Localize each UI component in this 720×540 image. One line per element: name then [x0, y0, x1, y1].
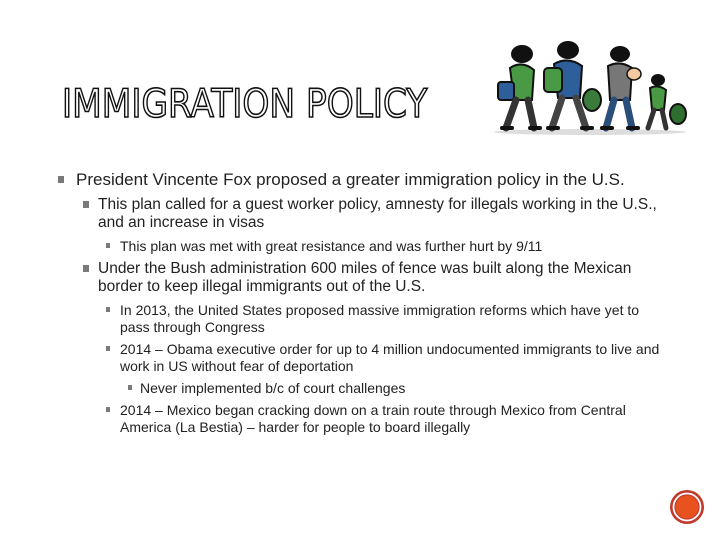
bullet-text: 2014 – Obama executive order for up to 4 million undocumented immigrants to live and work in US without fear of deportation [120, 341, 660, 374]
bullet-item [58, 170, 666, 190]
bullet-item [58, 302, 665, 336]
bullet-text: This plan was met with great resistance and was further hurt by 9/11 [120, 238, 543, 254]
bullet-item [58, 260, 668, 296]
bullet-item [58, 196, 668, 232]
migrant-figure-icon [648, 74, 686, 128]
bullet-list [58, 170, 678, 441]
square-bullet-icon [128, 385, 132, 390]
bullet-text: Under the Bush administration 600 miles of fence was built along the Mexican border to keep illegal immigrants out of the U.S. [98, 260, 632, 295]
square-bullet-icon [106, 346, 110, 351]
next-slide-icon [676, 496, 699, 519]
square-bullet-icon [58, 176, 64, 183]
bullet-text: In 2013, the United States proposed massive immigration reforms which have yet to pass through Congress [120, 302, 640, 335]
migrant-figure-icon [498, 45, 540, 128]
bullet-text: Never implemented b/c of court challenges [140, 380, 406, 396]
square-bullet-icon [106, 307, 110, 312]
next-slide-button[interactable] [669, 489, 705, 525]
bullet-item [58, 402, 665, 436]
migrant-figure-icon [544, 41, 601, 128]
bullet-item [58, 341, 665, 375]
migrant-figure-icon [602, 46, 641, 128]
bullet-text: President Vincente Fox proposed a greater immigration policy in the U.S. [76, 170, 625, 189]
slide-title: IMMIGRATION POLICY [62, 82, 428, 127]
square-bullet-icon [83, 265, 89, 272]
square-bullet-icon [83, 201, 89, 208]
migrants-walking-illustration [490, 38, 690, 136]
bullet-item [58, 238, 665, 255]
bullet-text: This plan called for a guest worker policy, amnesty for illegals working in the U.S., and an increase in visas [98, 196, 657, 231]
square-bullet-icon [106, 243, 110, 248]
bullet-item [58, 380, 660, 397]
bullet-text: 2014 – Mexico began cracking down on a train route through Mexico from Central America (La Bestia) – harder for people to board illegally [120, 402, 626, 435]
square-bullet-icon [106, 407, 110, 412]
